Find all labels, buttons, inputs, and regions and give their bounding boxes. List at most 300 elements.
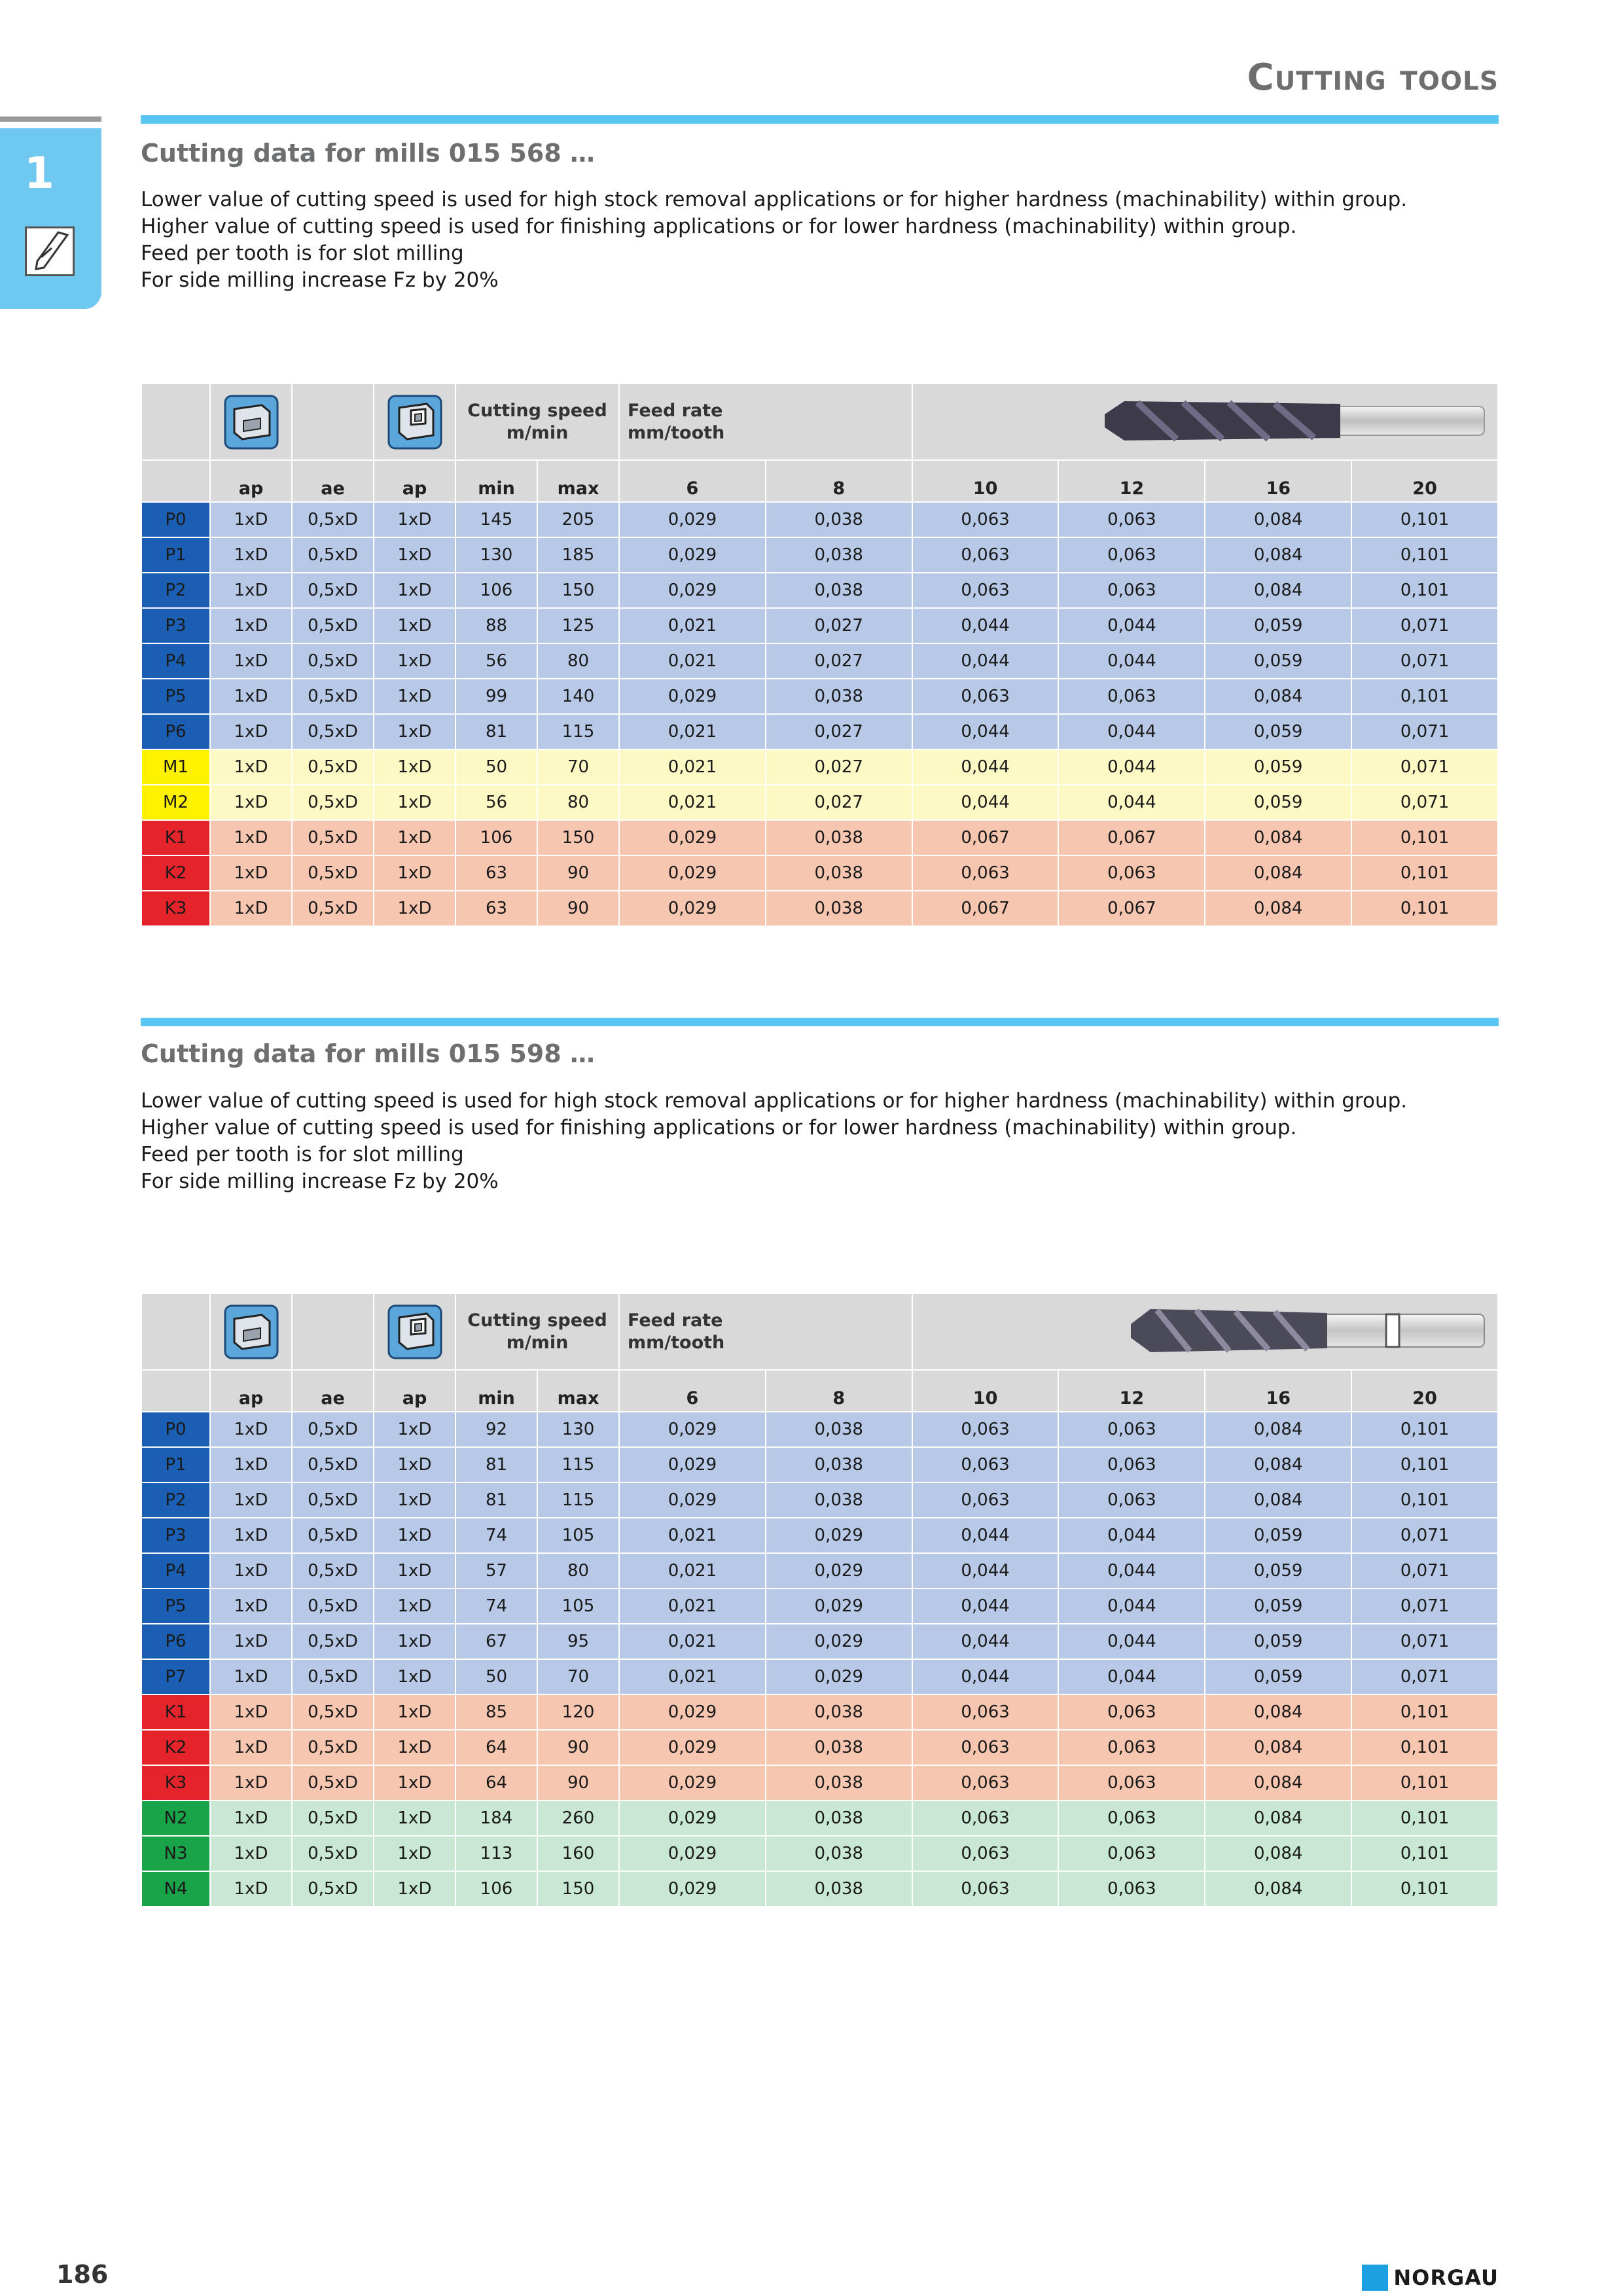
table-cell: 0,101 [1351, 1482, 1498, 1518]
table-cell: 0,5xD [292, 1695, 374, 1730]
table-cell: 1xD [374, 1871, 455, 1907]
material-code: P1 [141, 537, 210, 573]
table-cell: 0,027 [766, 785, 912, 820]
column-header: ap [210, 460, 292, 502]
material-code: P4 [141, 1553, 210, 1588]
material-code: P0 [141, 1412, 210, 1447]
table-cell: 0,063 [1058, 537, 1205, 573]
table-cell: 0,038 [766, 1765, 912, 1801]
table-cell: 0,038 [766, 502, 912, 537]
note-line: Feed per tooth is for slot milling [141, 242, 464, 265]
table-cell: 81 [455, 714, 537, 749]
table-cell: 0,059 [1205, 1588, 1351, 1624]
section-title: Cutting data for mills 015 568 … [141, 139, 595, 168]
table-cell: 0,101 [1351, 573, 1498, 608]
table-cell: 120 [537, 1695, 619, 1730]
table-cell: 1xD [374, 1730, 455, 1765]
table-cell: 1xD [374, 1588, 455, 1624]
table-cell: 0,044 [1058, 1659, 1205, 1695]
table-cell: 125 [537, 608, 619, 643]
brand-logo [1362, 2265, 1499, 2291]
material-code: P7 [141, 1659, 210, 1695]
table-cell: 0,021 [619, 643, 766, 679]
page-number: 186 [56, 2260, 109, 2289]
section-rule [141, 1018, 1499, 1026]
table-cell: 0,038 [766, 573, 912, 608]
table-cell: 115 [537, 1482, 619, 1518]
table-cell: 0,038 [766, 1730, 912, 1765]
table-cell: 64 [455, 1765, 537, 1801]
table-cell: 0,021 [619, 1553, 766, 1588]
column-header: max [537, 1370, 619, 1412]
table-cell: 0,084 [1205, 820, 1351, 855]
table-cell: 63 [455, 855, 537, 891]
table-row [141, 785, 1498, 820]
table-cell: 80 [537, 785, 619, 820]
table-cell: 0,063 [912, 1482, 1059, 1518]
column-header: 12 [1058, 1370, 1205, 1412]
table-cell: 0,5xD [292, 891, 374, 926]
table-cell: 1xD [374, 749, 455, 785]
table-cell: 1xD [374, 1447, 455, 1482]
table-cell: 1xD [210, 891, 292, 926]
table-cell: 0,5xD [292, 1659, 374, 1695]
table-cell: 106 [455, 573, 537, 608]
page-header-title: Cutting tools [1247, 56, 1499, 99]
table-cell: 0,101 [1351, 1412, 1498, 1447]
table-cell: 0,044 [1058, 1553, 1205, 1588]
note-line: For side milling increase Fz by 20% [141, 268, 499, 292]
table-cell: 0,084 [1205, 1871, 1351, 1907]
table-cell: 0,5xD [292, 1801, 374, 1836]
table-cell: 1xD [210, 1518, 292, 1553]
column-header-row [141, 460, 1498, 502]
table-cell: 1xD [210, 679, 292, 714]
table-cell: 0,063 [1058, 1447, 1205, 1482]
column-header: ap [210, 1370, 292, 1412]
material-code: K2 [141, 855, 210, 891]
table-cell: 1xD [210, 714, 292, 749]
table-cell: 1xD [374, 855, 455, 891]
table-cell: 0,084 [1205, 1801, 1351, 1836]
table-cell: 150 [537, 573, 619, 608]
column-header: 6 [619, 460, 766, 502]
table-row [141, 1765, 1498, 1801]
table-cell: 0,029 [766, 1553, 912, 1588]
table-cell: 0,038 [766, 1482, 912, 1518]
table-cell: 1xD [210, 1482, 292, 1518]
table-cell: 0,029 [619, 1447, 766, 1482]
table-cell: 1xD [374, 537, 455, 573]
material-code: K3 [141, 891, 210, 926]
material-code: N3 [141, 1836, 210, 1871]
table-cell: 0,071 [1351, 1518, 1498, 1553]
table-cell: 0,5xD [292, 643, 374, 679]
table-cell: 0,063 [912, 855, 1059, 891]
table-cell: 1xD [210, 1801, 292, 1836]
table-cell: 0,044 [1058, 1624, 1205, 1659]
table-cell: 106 [455, 1871, 537, 1907]
table-row [141, 1553, 1498, 1588]
table-cell: 150 [537, 820, 619, 855]
table-cell: 90 [537, 855, 619, 891]
table-cell: 80 [537, 643, 619, 679]
table-cell: 1xD [210, 1695, 292, 1730]
table-cell: 0,084 [1205, 1730, 1351, 1765]
table-cell: 0,084 [1205, 855, 1351, 891]
table-cell: 1xD [374, 608, 455, 643]
table-cell: 99 [455, 679, 537, 714]
material-code: P0 [141, 502, 210, 537]
table-cell: 260 [537, 1801, 619, 1836]
table-cell: 0,5xD [292, 1836, 374, 1871]
table-cell: 0,5xD [292, 714, 374, 749]
table-cell: 1xD [374, 1659, 455, 1695]
cutting-speed-header [455, 1293, 619, 1370]
table-cell: 0,063 [912, 502, 1059, 537]
table-cell: 0,029 [766, 1624, 912, 1659]
table-cell: 1xD [374, 1553, 455, 1588]
table-cell: 0,063 [912, 573, 1059, 608]
material-code: P3 [141, 608, 210, 643]
side-milling-icon [387, 395, 442, 450]
table-cell: 1xD [374, 643, 455, 679]
table-cell: 1xD [210, 537, 292, 573]
table-cell: 0,071 [1351, 749, 1498, 785]
header-rule [141, 115, 1499, 124]
table-cell: 0,071 [1351, 1588, 1498, 1624]
material-code: K1 [141, 820, 210, 855]
table-cell: 130 [455, 537, 537, 573]
table-cell: 0,029 [619, 573, 766, 608]
table-cell: 0,071 [1351, 643, 1498, 679]
table-cell: 0,063 [1058, 502, 1205, 537]
table-cell: 1xD [374, 1836, 455, 1871]
table-cell: 1xD [210, 1836, 292, 1871]
column-header: ae [292, 460, 374, 502]
table-cell: 0,044 [1058, 643, 1205, 679]
table-cell: 0,027 [766, 643, 912, 679]
table-cell: 70 [537, 749, 619, 785]
table-cell: 0,084 [1205, 502, 1351, 537]
table-cell: 0,084 [1205, 537, 1351, 573]
table-row [141, 1836, 1498, 1871]
table-cell: 0,067 [1058, 820, 1205, 855]
side-milling-cell [374, 384, 455, 460]
note-line: Lower value of cutting speed is used for high stock removal applications or for higher hardness (machinability) within group. [141, 1089, 1408, 1113]
table-cell: 0,063 [1058, 679, 1205, 714]
end-mill-image [1098, 388, 1491, 454]
table-cell: 56 [455, 785, 537, 820]
cutting-speed-label: Cutting speed [467, 400, 607, 421]
table-cell: 0,038 [766, 855, 912, 891]
section-notes [141, 187, 1407, 294]
table-row [141, 643, 1498, 679]
table-cell: 0,071 [1351, 1659, 1498, 1695]
table-cell: 0,5xD [292, 608, 374, 643]
note-line: Feed per tooth is for slot milling [141, 1143, 464, 1166]
table-cell: 1xD [374, 891, 455, 926]
table-cell: 0,029 [619, 1695, 766, 1730]
table-cell: 0,029 [619, 891, 766, 926]
table-cell: 160 [537, 1836, 619, 1871]
table-cell: 1xD [374, 1765, 455, 1801]
column-header: 20 [1351, 1370, 1498, 1412]
table-row [141, 537, 1498, 573]
material-code: M1 [141, 749, 210, 785]
table-cell: 1xD [210, 643, 292, 679]
table-cell: 0,044 [1058, 785, 1205, 820]
table-cell: 0,063 [912, 1447, 1059, 1482]
table-cell: 0,071 [1351, 1553, 1498, 1588]
table-cell: 0,071 [1351, 608, 1498, 643]
table-row [141, 1447, 1498, 1482]
table-cell: 0,029 [619, 1765, 766, 1801]
table-cell: 0,101 [1351, 1695, 1498, 1730]
table-cell: 0,5xD [292, 1588, 374, 1624]
table-cell: 0,101 [1351, 1871, 1498, 1907]
table-cell: 0,101 [1351, 820, 1498, 855]
table-row [141, 679, 1498, 714]
table-cell: 0,029 [619, 1730, 766, 1765]
table-cell: 0,5xD [292, 1871, 374, 1907]
cutting-speed-header [455, 384, 619, 460]
column-header: max [537, 460, 619, 502]
table-cell: 0,063 [1058, 1871, 1205, 1907]
table-cell: 0,029 [619, 537, 766, 573]
column-header [141, 460, 210, 502]
table-row [141, 749, 1498, 785]
table-cell: 0,101 [1351, 502, 1498, 537]
column-header [141, 1370, 210, 1412]
table-cell: 0,029 [766, 1518, 912, 1553]
feed-rate-header [619, 384, 912, 460]
table-cell: 0,021 [619, 785, 766, 820]
table-cell: 1xD [374, 1695, 455, 1730]
table-cell: 0,084 [1205, 679, 1351, 714]
table-cell: 205 [537, 502, 619, 537]
table-cell: 1xD [210, 1412, 292, 1447]
material-code: P2 [141, 1482, 210, 1518]
table-cell: 185 [537, 537, 619, 573]
table-cell: 0,029 [619, 1801, 766, 1836]
material-code: K3 [141, 1765, 210, 1801]
end-mill-image [1124, 1295, 1491, 1367]
table-cell: 85 [455, 1695, 537, 1730]
table-cell: 0,029 [619, 820, 766, 855]
table-cell: 0,029 [619, 1871, 766, 1907]
table-row [141, 855, 1498, 891]
table-row [141, 820, 1498, 855]
table-cell: 0,5xD [292, 749, 374, 785]
material-code: M2 [141, 785, 210, 820]
table-cell: 105 [537, 1518, 619, 1553]
table-cell: 0,044 [1058, 749, 1205, 785]
table-cell: 0,059 [1205, 1518, 1351, 1553]
table-cell: 0,063 [1058, 1482, 1205, 1518]
tool-image-cell [912, 1293, 1498, 1370]
cutting-speed-label: Cutting speed [467, 1310, 607, 1331]
table-cell: 0,029 [619, 855, 766, 891]
column-header: ap [374, 460, 455, 502]
column-header: min [455, 460, 537, 502]
table-cell: 80 [537, 1553, 619, 1588]
column-header: 6 [619, 1370, 766, 1412]
table-cell: 1xD [210, 608, 292, 643]
section-title: Cutting data for mills 015 598 … [141, 1039, 595, 1068]
table-cell: 0,5xD [292, 679, 374, 714]
table-cell: 50 [455, 1659, 537, 1695]
note-line: Higher value of cutting speed is used for finishing applications or for lower hardness (machinability) within group. [141, 1116, 1297, 1139]
column-header: 8 [766, 460, 912, 502]
table-cell: 0,029 [766, 1659, 912, 1695]
table-cell: 1xD [374, 502, 455, 537]
table-cell: 1xD [210, 1765, 292, 1801]
table-cell: 74 [455, 1588, 537, 1624]
table-cell: 88 [455, 608, 537, 643]
table-cell: 0,063 [1058, 1801, 1205, 1836]
table-cell: 140 [537, 679, 619, 714]
table-cell: 0,044 [912, 643, 1059, 679]
table-cell: 0,063 [912, 1765, 1059, 1801]
table-cell: 113 [455, 1836, 537, 1871]
table-cell: 106 [455, 820, 537, 855]
material-code: P6 [141, 1624, 210, 1659]
blank-cell [141, 384, 210, 460]
table-cell: 0,5xD [292, 1624, 374, 1659]
table-cell: 0,5xD [292, 573, 374, 608]
table-cell: 1xD [374, 1624, 455, 1659]
table-row [141, 502, 1498, 537]
table-cell: 0,021 [619, 1624, 766, 1659]
slot-milling-icon [224, 1304, 279, 1359]
table-cell: 1xD [374, 1801, 455, 1836]
feed-rate-unit: mm/tooth [628, 1332, 725, 1353]
table-cell: 57 [455, 1553, 537, 1588]
table-cell: 81 [455, 1447, 537, 1482]
table-cell: 184 [455, 1801, 537, 1836]
table-cell: 1xD [210, 502, 292, 537]
column-header: 16 [1205, 1370, 1351, 1412]
table-cell: 0,101 [1351, 1801, 1498, 1836]
table-cell: 90 [537, 1765, 619, 1801]
table-cell: 67 [455, 1624, 537, 1659]
table-cell: 0,059 [1205, 749, 1351, 785]
table-cell: 0,063 [1058, 1412, 1205, 1447]
note-line: Lower value of cutting speed is used for high stock removal applications or for higher hardness (machinability) within group. [141, 188, 1408, 211]
material-code: P5 [141, 679, 210, 714]
table-icon-row [141, 1293, 1498, 1370]
note-line: Higher value of cutting speed is used for finishing applications or for lower hardness (machinability) within group. [141, 215, 1297, 238]
table-cell: 0,044 [912, 714, 1059, 749]
column-header: ap [374, 1370, 455, 1412]
table-row [141, 1801, 1498, 1836]
table-cell: 90 [537, 1730, 619, 1765]
table-cell: 0,021 [619, 749, 766, 785]
table-cell: 0,5xD [292, 1482, 374, 1518]
table-cell: 0,101 [1351, 1730, 1498, 1765]
table-cell: 63 [455, 891, 537, 926]
slot-milling-cell [210, 1293, 292, 1370]
note-line: For side milling increase Fz by 20% [141, 1170, 499, 1193]
table-cell: 0,029 [619, 679, 766, 714]
table-cell: 1xD [210, 1447, 292, 1482]
table-cell: 0,063 [1058, 1836, 1205, 1871]
table-cell: 115 [537, 714, 619, 749]
table-cell: 0,044 [912, 1659, 1059, 1695]
table-cell: 0,063 [1058, 1695, 1205, 1730]
chapter-number: 1 [24, 148, 54, 198]
table-cell: 145 [455, 502, 537, 537]
blank-cell [292, 384, 374, 460]
table-cell: 0,071 [1351, 714, 1498, 749]
table-row [141, 891, 1498, 926]
cutting-speed-unit: m/min [506, 422, 569, 443]
table-cell: 150 [537, 1871, 619, 1907]
feed-rate-unit: mm/tooth [628, 422, 725, 443]
tab-divider [0, 117, 101, 122]
table-row [141, 608, 1498, 643]
table-row [141, 1695, 1498, 1730]
table-cell: 0,038 [766, 1412, 912, 1447]
table-cell: 0,038 [766, 679, 912, 714]
table-cell: 0,029 [619, 1482, 766, 1518]
table-cell: 0,059 [1205, 1659, 1351, 1695]
material-code: K1 [141, 1695, 210, 1730]
table-cell: 0,059 [1205, 608, 1351, 643]
table-cell: 0,029 [766, 1588, 912, 1624]
table-cell: 92 [455, 1412, 537, 1447]
table-cell: 0,063 [912, 1412, 1059, 1447]
table-cell: 0,5xD [292, 1765, 374, 1801]
table-cell: 1xD [210, 1553, 292, 1588]
table-cell: 1xD [210, 573, 292, 608]
table-row [141, 1624, 1498, 1659]
table-cell: 0,059 [1205, 643, 1351, 679]
table-cell: 0,101 [1351, 1836, 1498, 1871]
table-cell: 0,084 [1205, 573, 1351, 608]
material-code: P5 [141, 1588, 210, 1624]
table-cell: 0,084 [1205, 1412, 1351, 1447]
table-icon-row [141, 384, 1498, 460]
table-cell: 0,067 [912, 891, 1059, 926]
table-cell: 0,084 [1205, 1482, 1351, 1518]
table-cell: 0,044 [1058, 1518, 1205, 1553]
column-header: 20 [1351, 460, 1498, 502]
table-cell: 0,5xD [292, 855, 374, 891]
chapter-tab[interactable] [0, 128, 101, 309]
table-cell: 0,044 [1058, 714, 1205, 749]
table-cell: 1xD [210, 1588, 292, 1624]
table-cell: 0,071 [1351, 785, 1498, 820]
material-code: P3 [141, 1518, 210, 1553]
table-cell: 0,084 [1205, 1836, 1351, 1871]
side-milling-icon [387, 1304, 442, 1359]
section-notes [141, 1088, 1407, 1195]
table-cell: 81 [455, 1482, 537, 1518]
table-cell: 0,038 [766, 1801, 912, 1836]
table-cell: 50 [455, 749, 537, 785]
table-row [141, 1871, 1498, 1907]
table-cell: 0,101 [1351, 537, 1498, 573]
column-header: 10 [912, 460, 1059, 502]
table-cell: 56 [455, 643, 537, 679]
table-cell: 0,063 [1058, 573, 1205, 608]
cutting-data-table [141, 1293, 1499, 1907]
table-cell: 0,101 [1351, 855, 1498, 891]
table-cell: 0,027 [766, 714, 912, 749]
table-cell: 0,063 [912, 1730, 1059, 1765]
